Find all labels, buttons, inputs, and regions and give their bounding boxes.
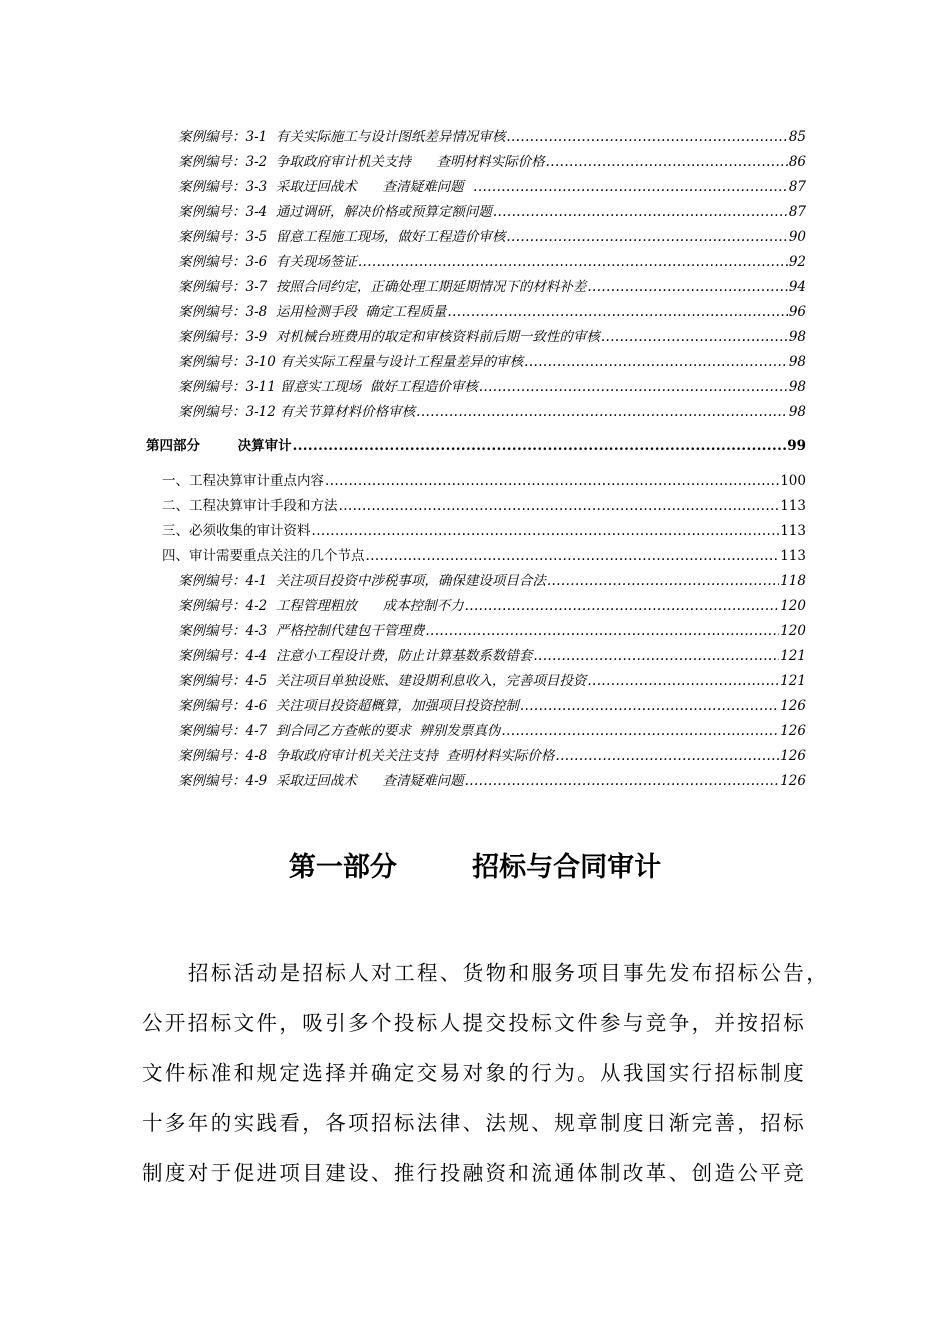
toc-entry-title: 一、工程决算审计重点内容 [162,473,324,489]
toc-entry[interactable] [178,328,806,346]
toc-entry[interactable] [178,572,806,590]
toc-entry-title: 案例编号：3-5 留意工程施工现场，做好工程造价审核 [178,229,506,245]
toc-leader-dots [293,437,787,455]
toc-page-number: 121 [780,648,806,664]
toc-section-entry[interactable] [162,497,806,515]
toc-entry[interactable] [178,378,806,396]
toc-entry[interactable] [178,722,806,740]
body-line: 文件标准和规定选择并确定交易对象的行为。从我国实行招标制度 [142,1061,807,1085]
body-paragraph [142,948,830,1198]
body-line: 十多年的实践看，各项招标法律、法规、规章制度日渐完善，招标 [142,1111,807,1135]
toc-leader-dots [587,278,787,296]
toc-leader-dots [465,772,780,790]
toc-page-number: 113 [780,498,806,514]
toc-leader-dots [601,328,788,346]
toc-entry[interactable] [178,278,806,296]
toc-entry-title: 案例编号：3-12 有关节算材料价格审核 [178,404,416,420]
toc-entry-title: 案例编号：3-9 对机械台班费用的取定和审核资料前后期一致性的审核 [178,329,600,345]
toc-leader-dots [520,697,779,715]
toc-entry[interactable] [178,178,806,196]
part-heading: 第一部分 招标与合同审计 [288,852,662,883]
toc-entry[interactable] [178,672,806,690]
body-line: 制度对于促进项目建设、推行投融资和流通体制改革、创造公平竞 [142,1161,807,1185]
toc-entry-title: 案例编号：4-1 关注项目投资中涉税事项，确保建设项目合法 [178,573,546,589]
toc-entry-title: 案例编号：3-3 采取迂回战术 查清疑难问题 [178,179,473,195]
toc-entry-title: 二、工程决算审计手段和方法 [162,498,338,514]
toc-page-number: 98 [788,379,806,395]
toc-leader-dots [447,303,787,321]
toc-page-number: 87 [788,179,806,195]
toc-leader-dots [546,153,788,171]
toc-entry[interactable] [178,403,806,421]
toc-entry-title: 案例编号：3-8 运用检测手段 确定工程质量 [178,304,447,320]
toc-section-entry[interactable] [162,522,806,540]
toc-leader-dots [501,722,779,740]
body-line: 公开招标文件，吸引多个投标人提交投标文件参与竞争，并按招标 [142,1011,807,1035]
toc-leader-dots [366,547,780,565]
toc-entry[interactable] [178,647,806,665]
toc-page-number: 118 [780,573,806,589]
toc-entry-title: 四、审计需要重点关注的几个节点 [162,548,365,564]
toc-leader-dots [325,472,779,490]
toc-section-entry[interactable] [162,472,806,490]
toc-page-number: 96 [788,304,806,320]
toc-entry-title: 案例编号：4-2 工程管理粗放 成本控制不力 [178,598,464,614]
toc-page-number: 86 [788,154,806,170]
toc-section-entry[interactable] [162,547,806,565]
toc-leader-dots [506,228,787,246]
toc-leader-dots [479,378,788,396]
toc-entry-title: 案例编号：3-11 留意实工现场 做好工程造价审核 [178,379,478,395]
toc-leader-dots [473,178,788,196]
toc-entry-title: 案例编号：3-7 按照合同约定，正确处理工期延期情况下的材料补差 [178,279,587,295]
toc-page-number: 121 [780,673,806,689]
toc-leader-dots [416,403,788,421]
toc-entry-title: 案例编号：3-2 争取政府审计机关支持 查明材料实际价格 [178,154,545,170]
toc-entry-title: 案例编号：3-1 有关实际施工与设计图纸差异情况审核 [178,129,506,145]
toc-entry-title: 三、必须收集的审计资料 [162,523,311,539]
toc-entry-title: 案例编号：4-5 关注项目单独设账、建设期利息收入，完善项目投资 [178,673,587,689]
toc-leader-dots [465,597,780,615]
toc-leader-dots [533,647,779,665]
toc-entry[interactable] [178,747,806,765]
toc-entry-title: 案例编号：4-4 注意小工程设计费，防止计算基数系数错套 [178,648,533,664]
toc-page-number: 120 [780,598,806,614]
toc-entry-title: 案例编号：4-9 采取迂回战术 查清疑难问题 [178,773,464,789]
toc-leader-dots [555,747,779,765]
toc-page-number: 98 [788,404,806,420]
toc-entry-title: 案例编号：3-6 有关现场签证 [178,254,357,270]
toc-leader-dots [358,253,788,271]
toc-page-number: 126 [780,773,806,789]
body-line: 招标活动是招标人对工程、货物和服务项目事先发布招标公告， [188,961,830,985]
toc-entry[interactable] [178,597,806,615]
toc-entry[interactable] [178,353,806,371]
toc-entry[interactable] [178,203,806,221]
toc-page-number: 100 [780,473,806,489]
toc-leader-dots [493,203,788,221]
toc-page-number: 113 [780,523,806,539]
toc-entry[interactable] [178,303,806,321]
toc-page-number: 92 [788,254,806,270]
toc-page-number: 85 [788,129,806,145]
toc-page-number: 126 [780,748,806,764]
toc-page-number: 98 [788,354,806,370]
toc-entry-title: 案例编号：4-3 严格控制代建包干管理费 [178,623,425,639]
toc-page-number: 90 [788,229,806,245]
toc-page-number: 126 [780,698,806,714]
toc-entry-title: 案例编号：3-10 有关实际工程量与设计工程量差异的审核 [178,354,524,370]
toc-entry-title: 案例编号：4-8 争取政府审计机关关注支持 查明材料实际价格 [178,748,555,764]
toc-page-number: 98 [788,329,806,345]
toc-entry[interactable] [178,228,806,246]
toc-leader-dots [339,497,780,515]
toc-page-number: 120 [780,623,806,639]
toc-entry[interactable] [178,697,806,715]
toc-leader-dots [547,572,779,590]
toc-entry[interactable] [178,772,806,790]
toc-entry[interactable] [178,128,806,146]
toc-entry-title: 案例编号：4-6 关注项目投资超概算，加强项目投资控制 [178,698,519,714]
toc-part-title: 第四部分 决算审计 [146,438,292,454]
toc-entry[interactable] [178,153,806,171]
toc-entry[interactable] [178,622,806,640]
toc-part-entry[interactable] [146,437,806,455]
toc-page-number: 99 [787,438,806,454]
toc-entry[interactable] [178,253,806,271]
toc-page-number: 113 [780,548,806,564]
toc-leader-dots [506,128,787,146]
toc-page-number: 87 [788,204,806,220]
toc-leader-dots [425,622,779,640]
toc-page-number: 94 [788,279,806,295]
toc-page-number: 126 [780,723,806,739]
toc-leader-dots [524,353,788,371]
toc-leader-dots [312,522,780,540]
toc-entry-title: 案例编号：4-7 到合同乙方查帐的要求 辨别发票真伪 [178,723,501,739]
toc-leader-dots [587,672,779,690]
toc-entry-title: 案例编号：3-4 通过调研，解决价格或预算定额问题 [178,204,492,220]
